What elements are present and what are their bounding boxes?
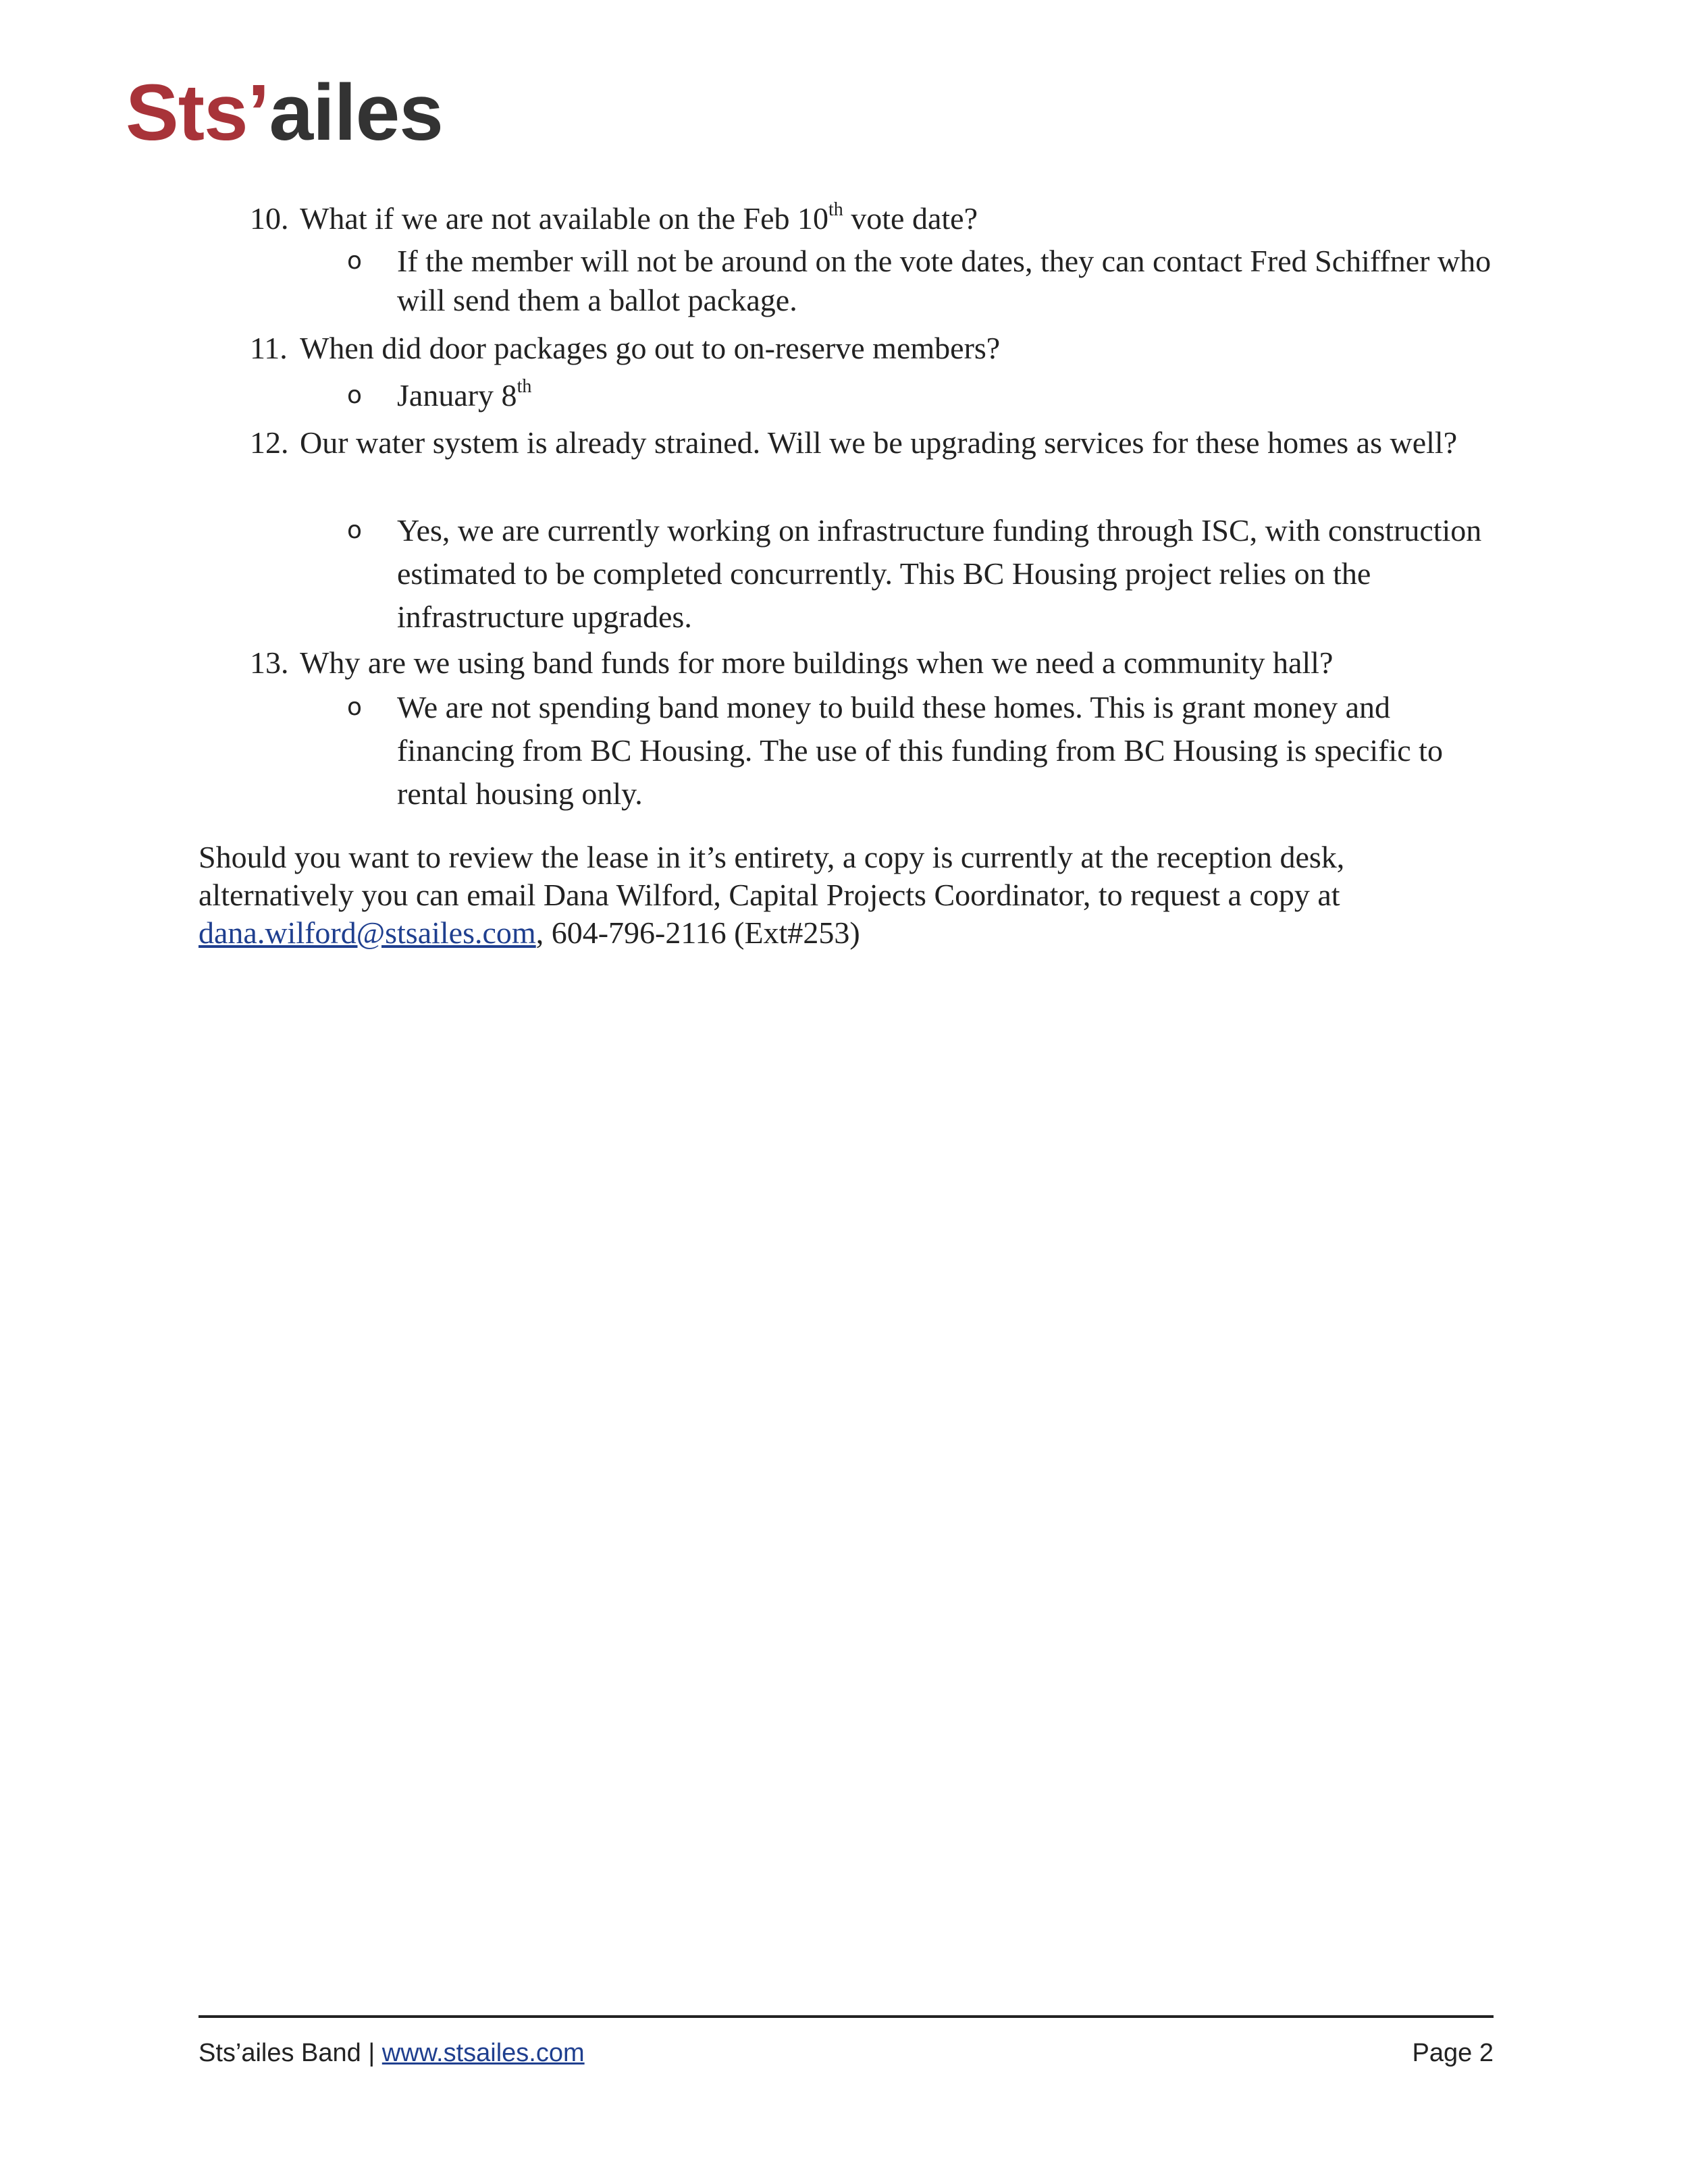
closing-phone: , 604-796-2116 (Ext#253) <box>535 915 860 950</box>
bullet-marker: o <box>347 247 363 275</box>
question-number: 10. <box>250 201 289 236</box>
question-text: What if we are not available on the Feb 10th vote date? <box>300 198 978 236</box>
answer-text: If the member will not be around on the vote dates, they can contact Fred Schiffner who will send them a ballot package. <box>397 244 1492 317</box>
question-number: 12. <box>250 425 289 460</box>
question-text: When did door packages go out to on-reserve members? <box>300 331 1001 365</box>
email-link[interactable]: dana.wilford@stsailes.com <box>199 915 536 950</box>
footer-band-name: Sts’ailes Band | <box>199 2039 382 2067</box>
question-text: Why are we using band funds for more buildings when we need a community hall? <box>300 645 1334 680</box>
bullet-marker: o <box>347 381 363 409</box>
page-number: Page 2 <box>1412 2039 1494 2067</box>
answer-text: We are not spending band money to build these homes. This is grant money and financing from BC Housing. The use of this funding from BC Housing is specific to rental housing only. <box>397 690 1443 811</box>
website-link[interactable]: www.stsailes.com <box>381 2039 585 2067</box>
logo-part-red: Sts <box>126 68 248 157</box>
question-number: 13. <box>250 645 289 680</box>
question-text: Our water system is already strained. Will we be upgrading services for these homes as well? <box>300 425 1458 460</box>
stsailes-logo <box>126 68 443 157</box>
closing-text: Should you want to review the lease in it’s entirety, a copy is currently at the reception desk, alternatively you can email Dana Wilford, Capital Projects Coordinator, to request a copy at <box>199 840 1345 912</box>
bullet-marker: o <box>347 693 363 721</box>
bullet-marker: o <box>347 516 363 544</box>
question-number: 11. <box>250 331 288 365</box>
answer-text: Yes, we are currently working on infrastructure funding through ISC, with construction estimated to be completed concurrently. This BC Housing project relies on the infrastructure upgrades. <box>397 513 1482 634</box>
logo-part-dark: ailes <box>269 68 443 157</box>
closing-paragraph <box>199 838 1502 952</box>
footer-divider <box>199 2015 1494 2018</box>
footer-left <box>199 2036 585 2070</box>
logo-apostrophe: ’ <box>247 68 269 157</box>
answer-text: January 8th <box>397 375 532 412</box>
